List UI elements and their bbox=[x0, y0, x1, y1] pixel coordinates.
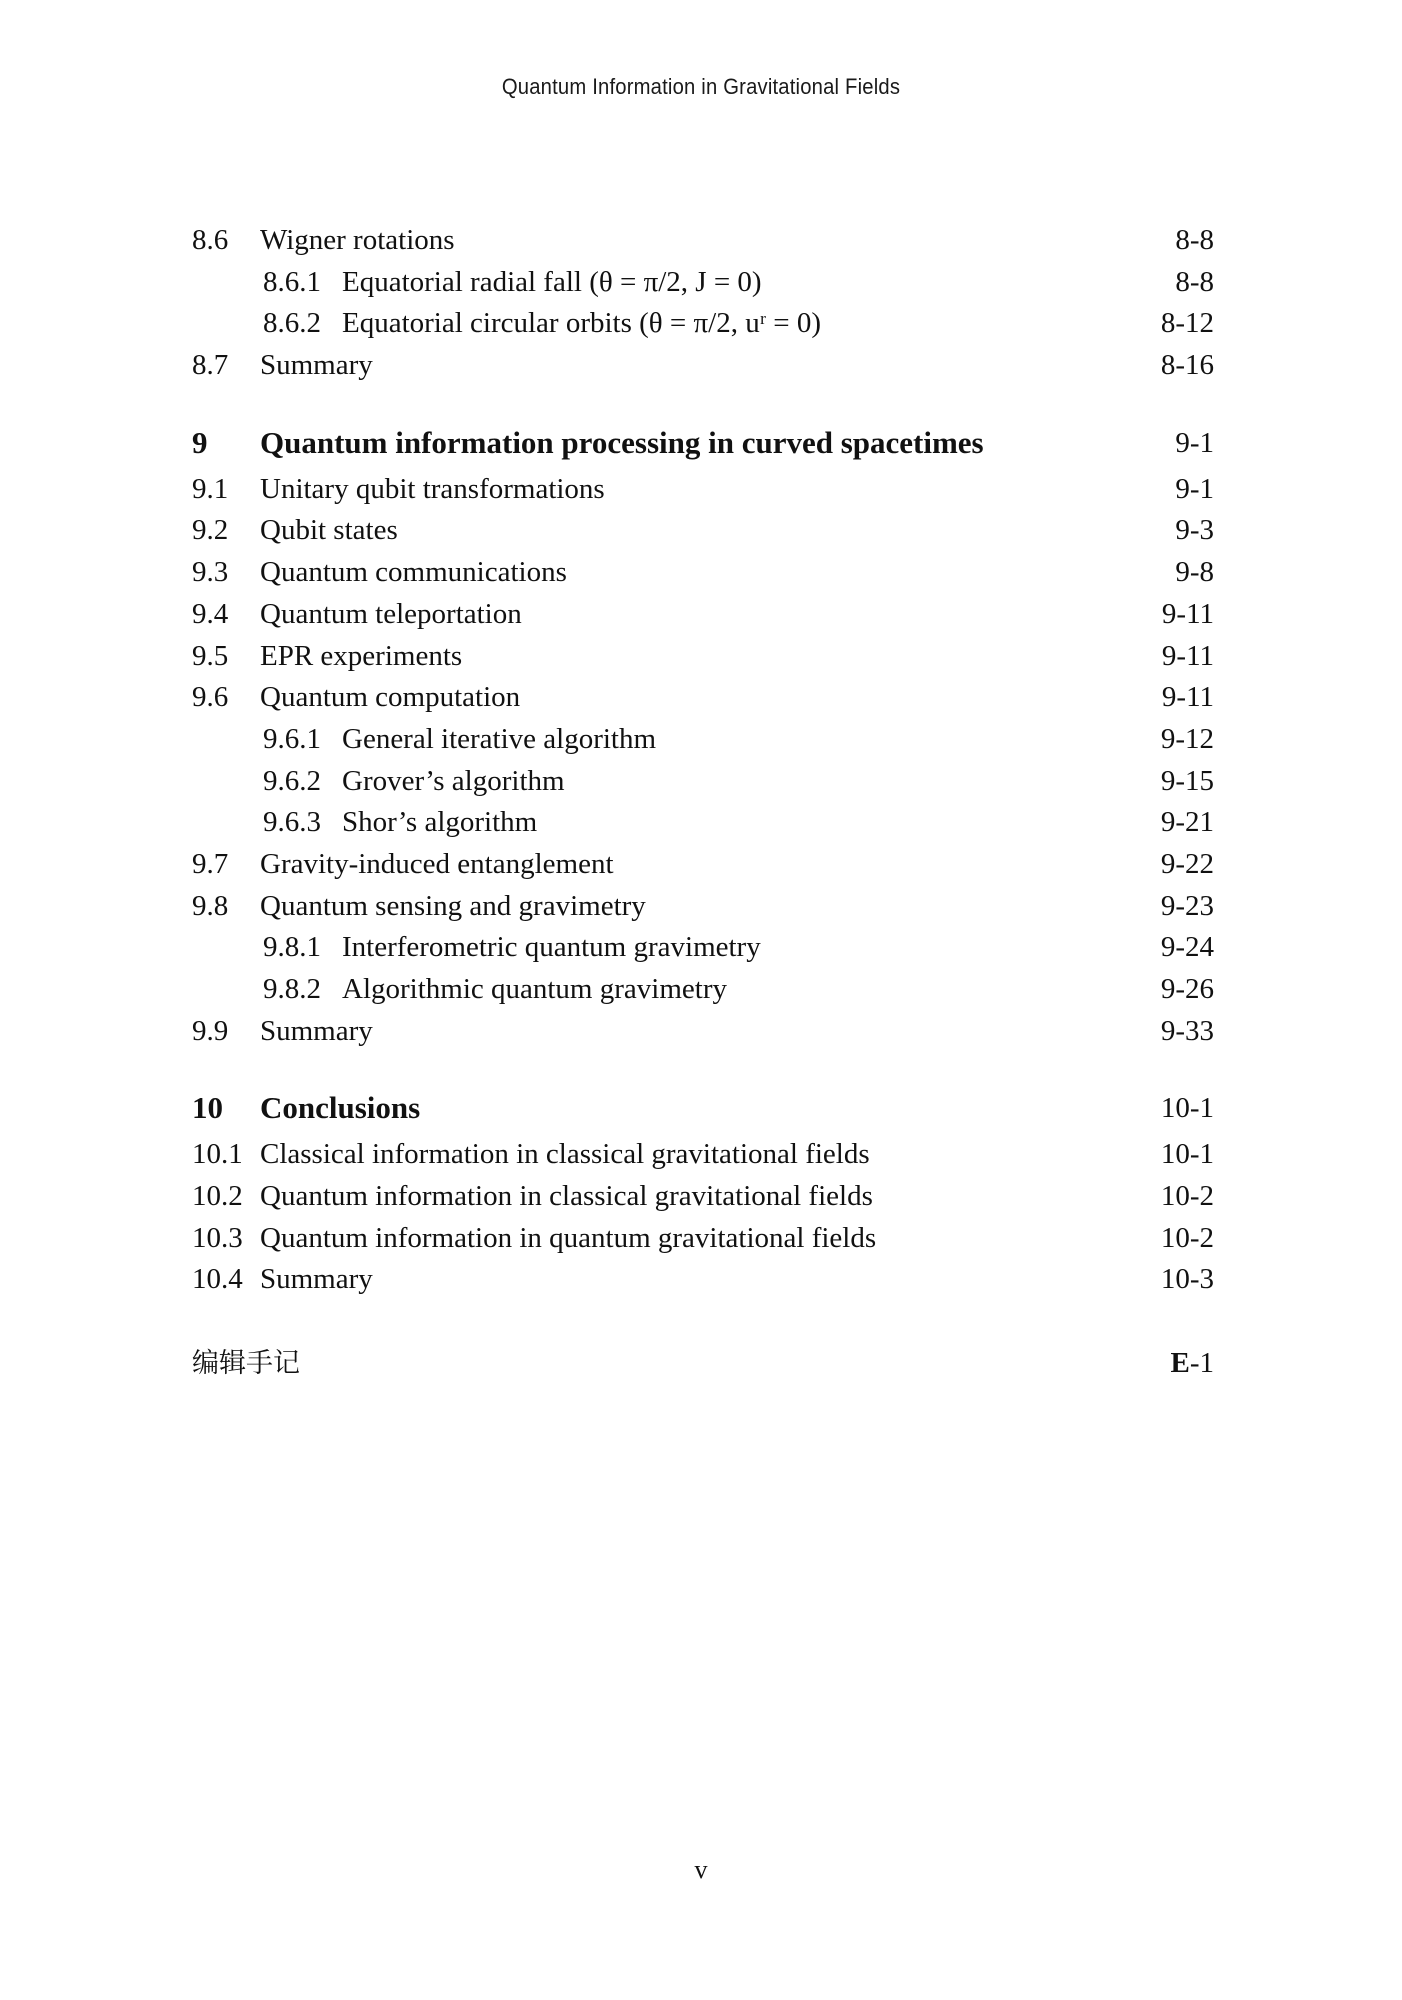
toc-entry-9-8-2[interactable] bbox=[192, 969, 1214, 1011]
toc-page: 9-3 bbox=[1175, 514, 1214, 547]
toc-chapter-9[interactable] bbox=[192, 417, 1214, 469]
toc-page: 9-21 bbox=[1160, 806, 1214, 839]
toc-title: Summary bbox=[260, 349, 373, 382]
toc-number: 8.6.1 bbox=[263, 265, 321, 298]
toc-number: 10.2 bbox=[192, 1180, 243, 1213]
toc-entry-9-1[interactable] bbox=[192, 469, 1214, 511]
toc-number: 9.6.1 bbox=[263, 722, 321, 755]
toc-entry-9-6[interactable] bbox=[192, 677, 1214, 719]
toc-title: Quantum communications bbox=[260, 556, 567, 589]
toc-entry-9-6-3[interactable] bbox=[192, 802, 1214, 844]
toc-page: 10-2 bbox=[1160, 1221, 1214, 1254]
toc-number: 9.5 bbox=[192, 639, 229, 672]
toc-chapter-title: Quantum information processing in curved spacetimes bbox=[260, 424, 984, 460]
toc-number: 8.6 bbox=[192, 224, 229, 256]
table-of-contents bbox=[192, 220, 1214, 1385]
toc-number: 9.8.2 bbox=[263, 973, 321, 1005]
toc-page-suffix: -1 bbox=[1189, 1347, 1214, 1380]
toc-number: 10.3 bbox=[192, 1221, 243, 1254]
toc-page: 9-12 bbox=[1160, 722, 1214, 755]
toc-page: 9-11 bbox=[1161, 639, 1214, 672]
toc-title: Equatorial radial fall (θ = π/2, J = 0) bbox=[342, 265, 762, 298]
toc-page: 10-3 bbox=[1160, 1263, 1214, 1296]
toc-title: Quantum information in classical gravitational fields bbox=[260, 1180, 873, 1213]
toc-entry-9-8-1[interactable] bbox=[192, 927, 1214, 969]
toc-page: 9-11 bbox=[1161, 597, 1214, 630]
toc-page: 10-2 bbox=[1160, 1180, 1214, 1213]
toc-entry-8-7[interactable] bbox=[192, 345, 1214, 387]
toc-title: Algorithmic quantum gravimetry bbox=[342, 973, 727, 1005]
toc-page: 8-8 bbox=[1175, 265, 1214, 298]
toc-entry-8-6[interactable] bbox=[192, 220, 1214, 262]
toc-title: Quantum information in quantum gravitational fields bbox=[260, 1221, 877, 1254]
toc-number: 8.6.2 bbox=[263, 307, 321, 340]
toc-page: 9-11 bbox=[1161, 681, 1214, 714]
toc-number: 9.6.2 bbox=[263, 764, 321, 797]
toc-page: 9-23 bbox=[1160, 889, 1214, 922]
toc-title: Grover’s algorithm bbox=[342, 764, 565, 797]
toc-title: Quantum sensing and gravimetry bbox=[260, 889, 646, 922]
toc-page: 9-1 bbox=[1175, 472, 1214, 505]
toc-entry-9-3[interactable] bbox=[192, 552, 1214, 594]
toc-page: 10-1 bbox=[1160, 1138, 1214, 1171]
toc-number: 9.9 bbox=[192, 1014, 229, 1047]
toc-page: 10-1 bbox=[1160, 1092, 1214, 1125]
toc-chapter-title: Conclusions bbox=[260, 1090, 421, 1126]
toc-chapter-number: 10 bbox=[192, 1090, 223, 1126]
toc-title: Equatorial circular orbits (θ = π/2, uʳ = 0) bbox=[342, 307, 822, 340]
toc-title: Classical information in classical gravitational fields bbox=[260, 1138, 870, 1171]
toc-title: Gravity-induced entanglement bbox=[260, 847, 614, 880]
toc-entry-10-1[interactable] bbox=[192, 1134, 1214, 1176]
toc-number: 10.1 bbox=[192, 1138, 243, 1171]
toc-entry-9-5[interactable] bbox=[192, 636, 1214, 678]
toc-page bbox=[1170, 1343, 1214, 1385]
toc-page: 9-15 bbox=[1160, 764, 1214, 797]
toc-title: Summary bbox=[260, 1014, 373, 1047]
toc-entry-9-4[interactable] bbox=[192, 594, 1214, 636]
toc-page: 9-22 bbox=[1160, 847, 1214, 880]
running-head: Quantum Information in Gravitational Fields bbox=[501, 74, 901, 99]
toc-entry-9-8[interactable] bbox=[192, 886, 1214, 928]
toc-number: 8.7 bbox=[192, 349, 229, 382]
toc-page: 8-12 bbox=[1160, 307, 1214, 340]
toc-page: 8-16 bbox=[1160, 349, 1214, 382]
toc-entry-9-9[interactable] bbox=[192, 1011, 1214, 1053]
toc-number: 9.2 bbox=[192, 514, 229, 547]
toc-number: 10.4 bbox=[192, 1263, 243, 1296]
toc-number: 9.6 bbox=[192, 681, 229, 714]
toc-title: Summary bbox=[260, 1263, 373, 1296]
toc-chapter-10[interactable] bbox=[192, 1082, 1214, 1134]
toc-entry-editor-notes[interactable] bbox=[192, 1343, 1214, 1385]
toc-title: Interferometric quantum gravimetry bbox=[342, 931, 761, 964]
toc-title: Wigner rotations bbox=[260, 224, 455, 256]
toc-title: Quantum computation bbox=[260, 681, 521, 714]
toc-number: 9.7 bbox=[192, 847, 229, 880]
toc-entry-10-4[interactable] bbox=[192, 1259, 1214, 1301]
toc-number: 9.3 bbox=[192, 556, 229, 589]
toc-entry-9-6-1[interactable] bbox=[192, 719, 1214, 761]
toc-page: 9-33 bbox=[1160, 1014, 1214, 1047]
toc-title: 编辑手记 bbox=[192, 1348, 300, 1380]
toc-page: 9-1 bbox=[1175, 426, 1214, 459]
toc-title: Unitary qubit transformations bbox=[260, 472, 605, 505]
toc-page: 9-8 bbox=[1175, 556, 1214, 589]
toc-title: Quantum teleportation bbox=[260, 597, 522, 630]
page-folio: v bbox=[694, 1855, 708, 1884]
toc-page: 9-24 bbox=[1160, 931, 1214, 964]
toc-entry-9-6-2[interactable] bbox=[192, 761, 1214, 803]
toc-entry-8-6-2[interactable] bbox=[192, 303, 1214, 345]
toc-entry-10-2[interactable] bbox=[192, 1176, 1214, 1218]
toc-title: Qubit states bbox=[260, 514, 398, 547]
toc-title: General iterative algorithm bbox=[342, 722, 657, 755]
toc-entry-9-7[interactable] bbox=[192, 844, 1214, 886]
toc-chapter-number: 9 bbox=[192, 424, 208, 460]
toc-title: EPR experiments bbox=[260, 639, 463, 672]
toc-number: 9.4 bbox=[192, 597, 229, 630]
toc-page: 9-26 bbox=[1160, 973, 1214, 1005]
toc-number: 9.6.3 bbox=[263, 806, 321, 839]
toc-entry-8-6-1[interactable] bbox=[192, 262, 1214, 304]
toc-number: 9.1 bbox=[192, 472, 229, 505]
toc-entry-9-2[interactable] bbox=[192, 510, 1214, 552]
toc-page-prefix: E bbox=[1170, 1347, 1190, 1380]
toc-number: 9.8.1 bbox=[263, 931, 321, 964]
toc-page: 8-8 bbox=[1175, 224, 1214, 256]
toc-title: Shor’s algorithm bbox=[342, 806, 538, 839]
toc-entry-10-3[interactable] bbox=[192, 1218, 1214, 1260]
toc-number: 9.8 bbox=[192, 889, 229, 922]
